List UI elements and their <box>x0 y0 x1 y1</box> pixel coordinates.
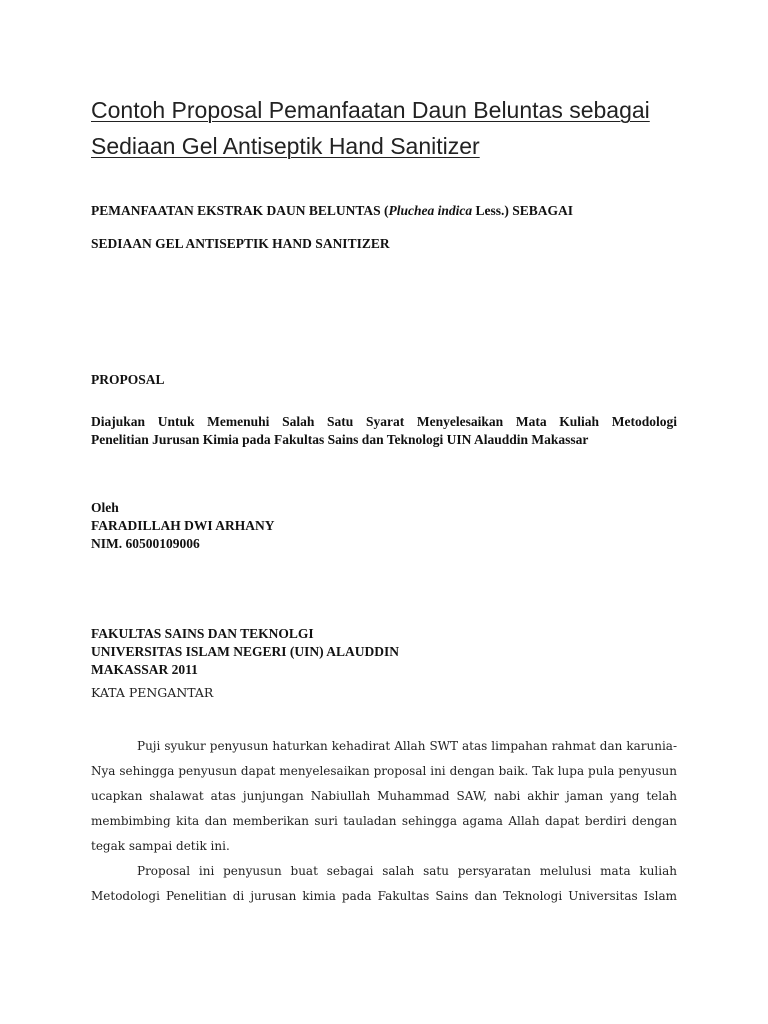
purpose-line-1: Diajukan Untuk Memenuhi Salah Satu Syarat Menyelesaikan Mata Kuliah Metodologi <box>91 414 677 429</box>
paragraph-1-line-3: ucapkan shalawat atas junjungan Nabiullah Muhammad SAW, nabi akhir jaman yang telah <box>91 789 677 803</box>
paragraph-2-line-1: Proposal ini penyusun buat sebagai salah satu persyaratan melulusi mata kuliah <box>137 864 677 878</box>
document-heading-line-2: Sediaan Gel Antiseptik Hand Sanitizer <box>91 133 480 159</box>
institution-line-3: MAKASSAR 2011 <box>91 662 198 677</box>
purpose-line-2: Penelitian Jurusan Kimia pada Fakultas Sains dan Teknologi UIN Alauddin Makassar <box>91 432 589 447</box>
title-text-post: Less.) SEBAGAI <box>472 203 574 218</box>
author-nim: NIM. 60500109006 <box>91 536 200 551</box>
proposal-title-line-2: SEDIAAN GEL ANTISEPTIK HAND SANITIZER <box>91 236 390 251</box>
paragraph-1-line-2: Nya sehingga penyusun dapat menyelesaikan proposal ini dengan baik. Tak lupa pula penyusun <box>91 764 677 778</box>
proposal-label: PROPOSAL <box>91 372 165 387</box>
paragraph-1-line-5: tegak sampai detik ini. <box>91 839 230 853</box>
paragraph-2-line-2: Metodologi Penelitian di jurusan kimia pada Fakultas Sains dan Teknologi Universitas Islam <box>91 889 677 903</box>
paragraph-1-line-1: Puji syukur penyusun haturkan kehadirat Allah SWT atas limpahan rahmat dan karunia- <box>137 739 677 753</box>
institution-line-1: FAKULTAS SAINS DAN TEKNOLGI <box>91 626 314 641</box>
author-name: FARADILLAH DWI ARHANY <box>91 518 275 533</box>
document-heading-line-1: Contoh Proposal Pemanfaatan Daun Beluntas sebagai <box>91 97 650 123</box>
paragraph-1-line-4: membimbing kita dan memberikan suri tauladan sehingga agama Allah dapat berdiri dengan <box>91 814 677 828</box>
proposal-title-line-1 <box>91 203 573 219</box>
author-by: Oleh <box>91 500 119 515</box>
kata-pengantar-heading: KATA PENGANTAR <box>91 685 214 700</box>
institution-line-2: UNIVERSITAS ISLAM NEGERI (UIN) ALAUDDIN <box>91 644 400 659</box>
title-text-pre: PEMANFAATAN EKSTRAK DAUN BELUNTAS ( <box>91 203 389 218</box>
title-latin-name: Pluchea indica <box>388 203 473 218</box>
